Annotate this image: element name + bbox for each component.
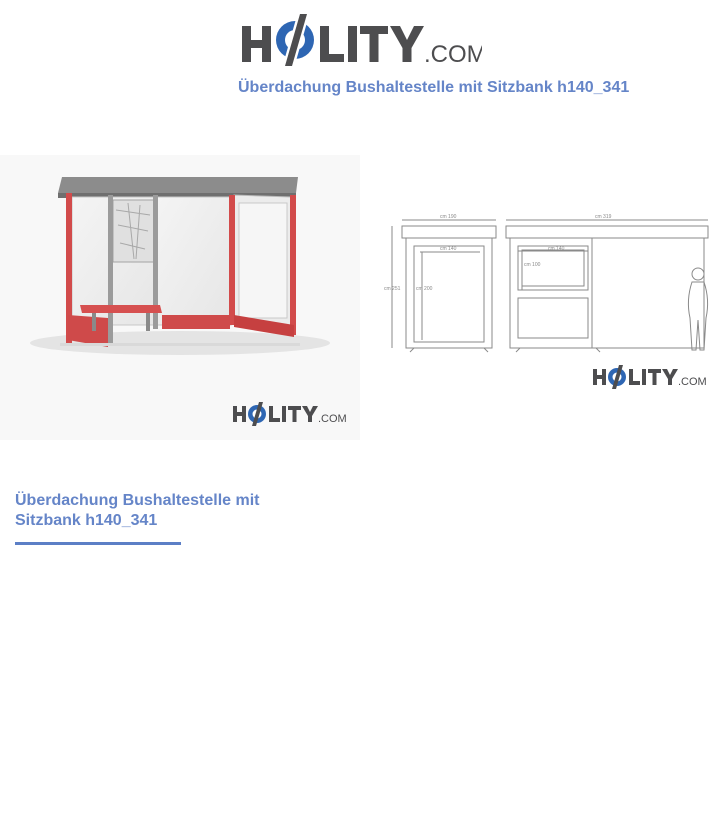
section-title: Überdachung Bushaltestelle mit Sitzbank h140_341 — [15, 492, 260, 529]
dim-right-width: cm 319 — [595, 214, 612, 220]
technical-drawing[interactable] — [360, 190, 720, 400]
dim-left-width: cm 190 — [440, 214, 457, 220]
watermark-logo-2 — [592, 363, 708, 394]
page-title: Überdachung Bushaltestelle mit Sitzbank h140_341 — [238, 79, 630, 96]
svg-text:.COM: .COM — [318, 413, 347, 425]
section-underline — [15, 542, 181, 545]
product-photo[interactable] — [0, 155, 360, 440]
brand-logo[interactable] — [240, 8, 482, 70]
dim-panel-height: cm 100 — [524, 262, 541, 268]
svg-text:.COM: .COM — [678, 376, 707, 388]
dim-height: cm 251 — [384, 286, 401, 292]
watermark-logo — [232, 400, 348, 431]
dim-left-inner: cm 140 — [440, 246, 457, 252]
dim-inner-height: cm 200 — [416, 286, 433, 292]
dim-right-inner: cm 140 — [548, 246, 565, 252]
svg-text:.COM: .COM — [424, 41, 482, 68]
